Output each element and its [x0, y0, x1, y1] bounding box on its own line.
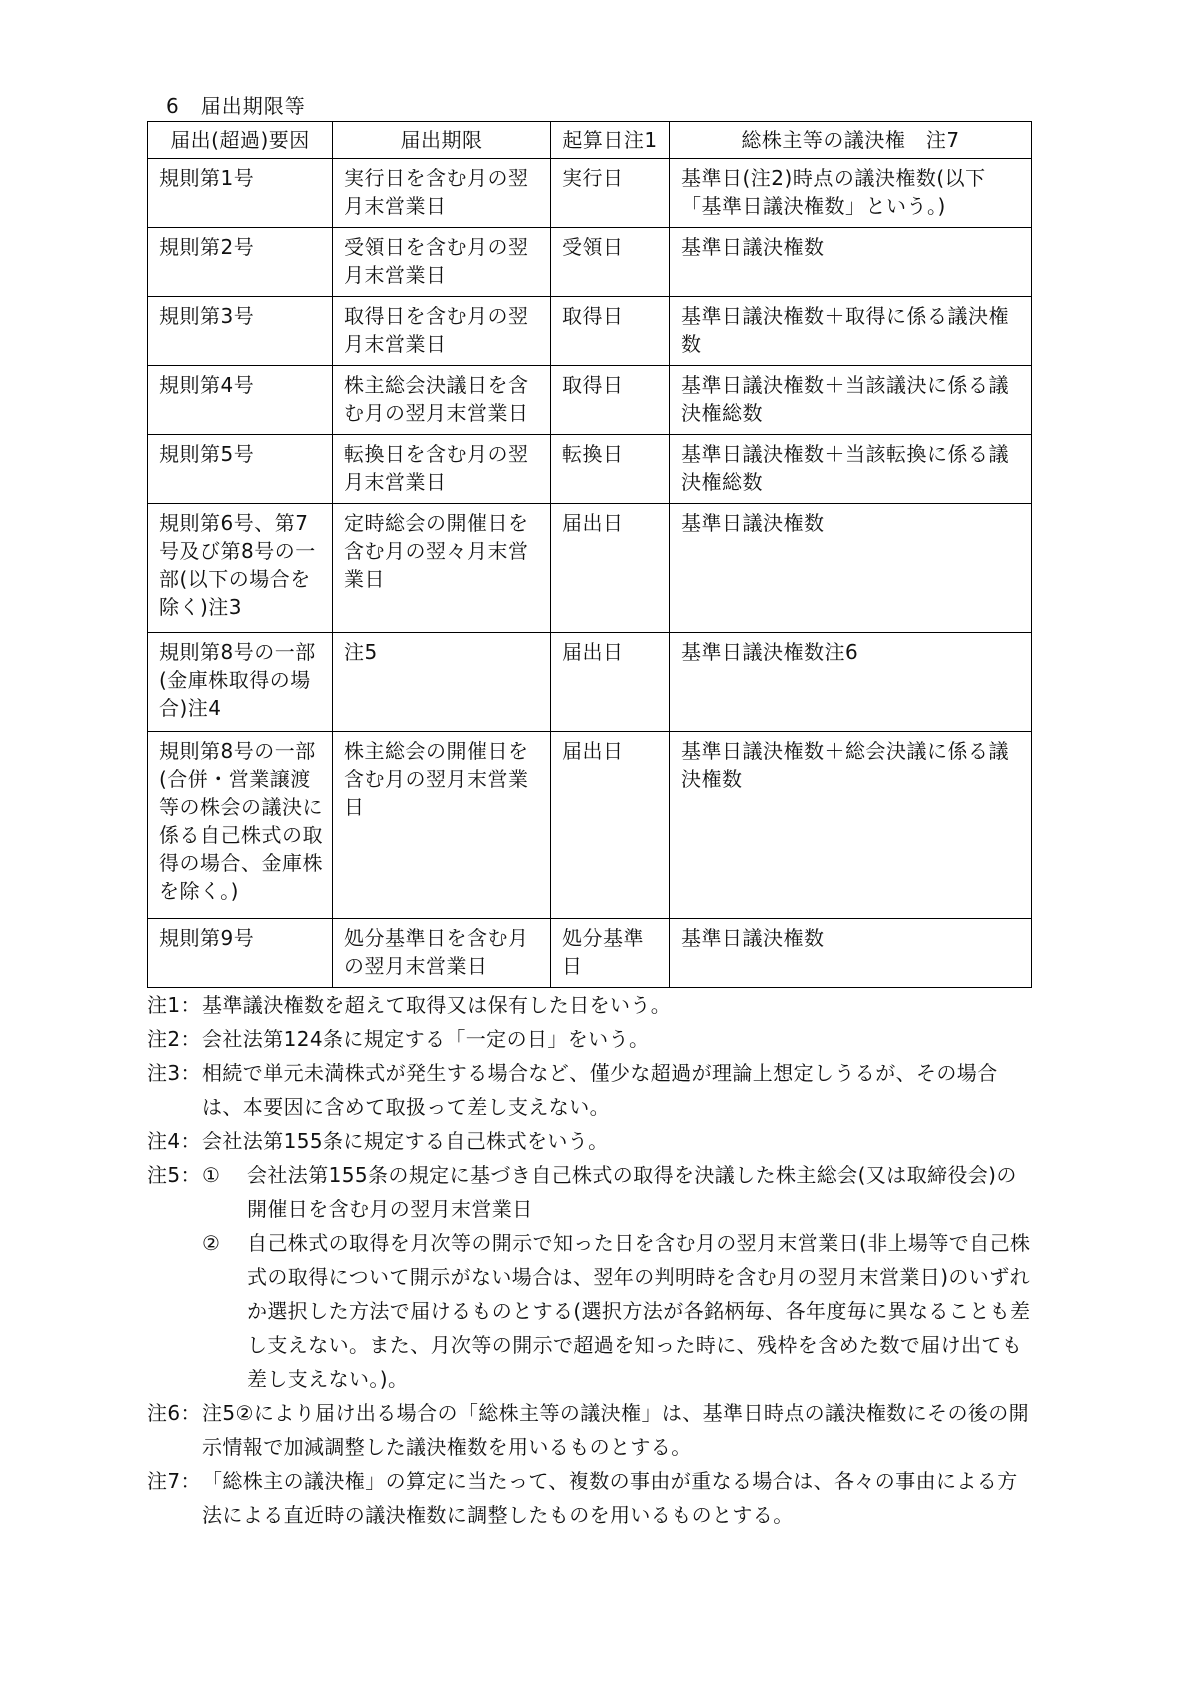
- note-3: [147, 1056, 1031, 1124]
- cell-voting-rights: 基準日議決権数＋当該議決に係る議決権総数: [670, 366, 1032, 435]
- cell-start-date: 受領日: [551, 228, 670, 297]
- note-label: 注4：: [147, 1129, 201, 1153]
- note-label: 注5：: [147, 1163, 201, 1187]
- table-row: [148, 504, 1032, 633]
- table-row: [148, 297, 1032, 366]
- sub-text: 会社法第155条の規定に基づき自己株式の取得を決議した株主総会(又は取締役会)の開催日を含む月の翌月末営業日: [247, 1163, 1017, 1221]
- note-5: [147, 1158, 1031, 1226]
- table-row: [148, 633, 1032, 732]
- cell-deadline: 転換日を含む月の翌月末営業日: [333, 435, 551, 504]
- cell-voting-rights: 基準日議決権数注6: [670, 633, 1032, 732]
- cell-start-date: 実行日: [551, 159, 670, 228]
- table-row: [148, 919, 1032, 988]
- cell-cause: 規則第8号の一部(合併・営業譲渡等の株会の議決に係る自己株式の取得の場合、金庫株を除く。): [148, 732, 333, 919]
- note-label: 注6：: [147, 1401, 201, 1425]
- note-text: 基準議決権数を超えて取得又は保有した日をいう。: [202, 993, 672, 1017]
- cell-start-date: 転換日: [551, 435, 670, 504]
- note-label: 注1：: [147, 993, 201, 1017]
- note-6: [147, 1396, 1031, 1464]
- cell-deadline: 処分基準日を含む月の翌月末営業日: [333, 919, 551, 988]
- table-row: [148, 732, 1032, 919]
- section-title: 6 届出期限等: [166, 94, 306, 118]
- table-row: [148, 435, 1032, 504]
- cell-deadline: 定時総会の開催日を含む月の翌々月末営業日: [333, 504, 551, 633]
- cell-voting-rights: 基準日議決権数＋取得に係る議決権数: [670, 297, 1032, 366]
- table-row: [148, 228, 1032, 297]
- note-label: 注3：: [147, 1061, 201, 1085]
- cell-cause: 規則第6号、第7号及び第8号の一部(以下の場合を除く)注3: [148, 504, 333, 633]
- cell-voting-rights: 基準日議決権数＋当該転換に係る議決権総数: [670, 435, 1032, 504]
- cell-start-date: 届出日: [551, 504, 670, 633]
- cell-deadline: 取得日を含む月の翌月末営業日: [333, 297, 551, 366]
- header-deadline: 届出期限: [333, 122, 551, 159]
- notes-section: [147, 988, 1031, 1532]
- cell-cause: 規則第1号: [148, 159, 333, 228]
- table-header-row: [148, 122, 1032, 159]
- cell-cause: 規則第9号: [148, 919, 333, 988]
- cell-deadline: 注5: [333, 633, 551, 732]
- cell-voting-rights: 基準日(注2)時点の議決権数(以下「基準日議決権数」という。): [670, 159, 1032, 228]
- note-text: 「総株主の議決権」の算定に当たって、複数の事由が重なる場合は、各々の事由による方法による直近時の議決権数に調整したものを用いるものとする。: [202, 1469, 1018, 1527]
- note-text: 注5②により届け出る場合の「総株主等の議決権」は、基準日時点の議決権数にその後の開示情報で加減調整した議決権数を用いるものとする。: [202, 1401, 1030, 1459]
- sub-number: ②: [202, 1231, 221, 1255]
- note-5-sub-2: [202, 1226, 1031, 1396]
- cell-voting-rights: 基準日議決権数: [670, 504, 1032, 633]
- cell-voting-rights: 基準日議決権数＋総会決議に係る議決権数: [670, 732, 1032, 919]
- cell-voting-rights: 基準日議決権数: [670, 228, 1032, 297]
- note-label: 注2：: [147, 1027, 201, 1051]
- cell-voting-rights: 基準日議決権数: [670, 919, 1032, 988]
- cell-deadline: 株主総会決議日を含む月の翌月末営業日: [333, 366, 551, 435]
- cell-cause: 規則第4号: [148, 366, 333, 435]
- note-text: 相続で単元未満株式が発生する場合など、僅少な超過が理論上想定しうるが、その場合は、本要因に含めて取扱って差し支えない。: [202, 1061, 998, 1119]
- table-row: [148, 366, 1032, 435]
- note-label: 注7：: [147, 1469, 201, 1493]
- cell-cause: 規則第8号の一部(金庫株取得の場合)注4: [148, 633, 333, 732]
- cell-start-date: 処分基準日: [551, 919, 670, 988]
- cell-start-date: 取得日: [551, 366, 670, 435]
- note-1: [147, 988, 1031, 1022]
- note-7: [147, 1464, 1031, 1532]
- note-2: [147, 1022, 1031, 1056]
- cell-cause: 規則第5号: [148, 435, 333, 504]
- cell-start-date: 届出日: [551, 633, 670, 732]
- header-start-date: 起算日注1: [551, 122, 670, 159]
- cell-deadline: 株主総会の開催日を含む月の翌月末営業日: [333, 732, 551, 919]
- cell-cause: 規則第3号: [148, 297, 333, 366]
- cell-deadline: 受領日を含む月の翌月末営業日: [333, 228, 551, 297]
- cell-cause: 規則第2号: [148, 228, 333, 297]
- note-text: 会社法第155条に規定する自己株式をいう。: [202, 1129, 609, 1153]
- cell-deadline: 実行日を含む月の翌月末営業日: [333, 159, 551, 228]
- cell-start-date: 取得日: [551, 297, 670, 366]
- header-cause: 届出(超過)要因: [148, 122, 333, 159]
- cell-start-date: 届出日: [551, 732, 670, 919]
- note-4: [147, 1124, 1031, 1158]
- sub-text: 自己株式の取得を月次等の開示で知った日を含む月の翌月末営業日(非上場等で自己株式の取得について開示がない場合は、翌年の判明時を含む月の翌月末営業日)のいずれか選択した方法で届けるものとする(選択方法が各銘柄毎、各年度毎に異なることも差し支えない。また、月次等の開示で超過を知った時に、残枠を含めた数で届け出ても差し支えない。)。: [247, 1231, 1031, 1391]
- note-sub-1: [202, 1158, 1031, 1226]
- header-voting-rights: 総株主等の議決権 注7: [670, 122, 1032, 159]
- table-row: [148, 159, 1032, 228]
- filing-deadline-table: [147, 121, 1032, 988]
- sub-number: ①: [202, 1163, 221, 1187]
- note-text: 会社法第124条に規定する「一定の日」をいう。: [202, 1027, 650, 1051]
